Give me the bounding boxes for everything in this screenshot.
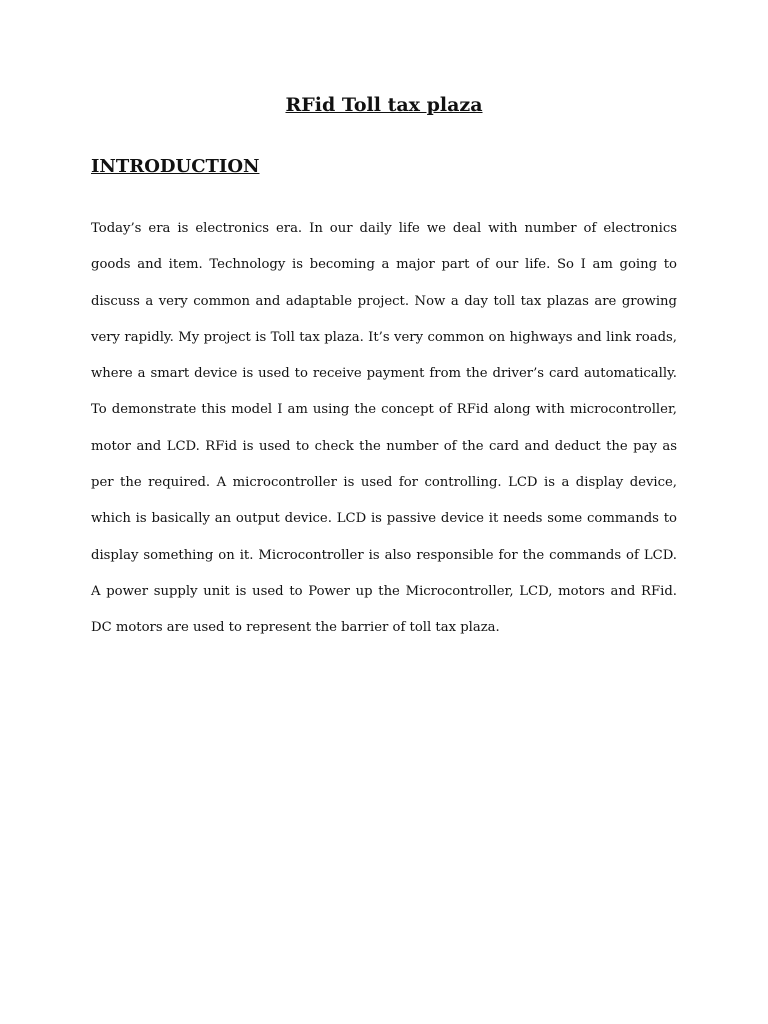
section-heading-introduction: INTRODUCTION: [91, 156, 260, 177]
document-title: RFid Toll tax plaza: [285, 94, 483, 116]
introduction-paragraph: Today’s era is electronics era. In our daily life we deal with number of electronics goods and item. Technology is becoming a major part of our life. So I am going to discuss a very common and adaptable project. Now a day toll tax plazas are growing very rapidly. My project is Toll tax plaza. It’s very common on highways and link roads, where a smart device is used to receive payment from the driver’s card automatically. To demonstrate this model I am using the concept of RFid along with microcontroller, motor and LCD. RFid is used to check the number of the card and deduct the pay as per the required. A microcontroller is used for controlling. LCD is a display device, which is basically an output device. LCD is passive device it needs some commands to display something on it. Microcontroller is also responsible for the commands of LCD. A power supply unit is used to Power up the Microcontroller, LCD, motors and RFid. DC motors are used to represent the barrier of toll tax plaza.: [91, 221, 677, 636]
